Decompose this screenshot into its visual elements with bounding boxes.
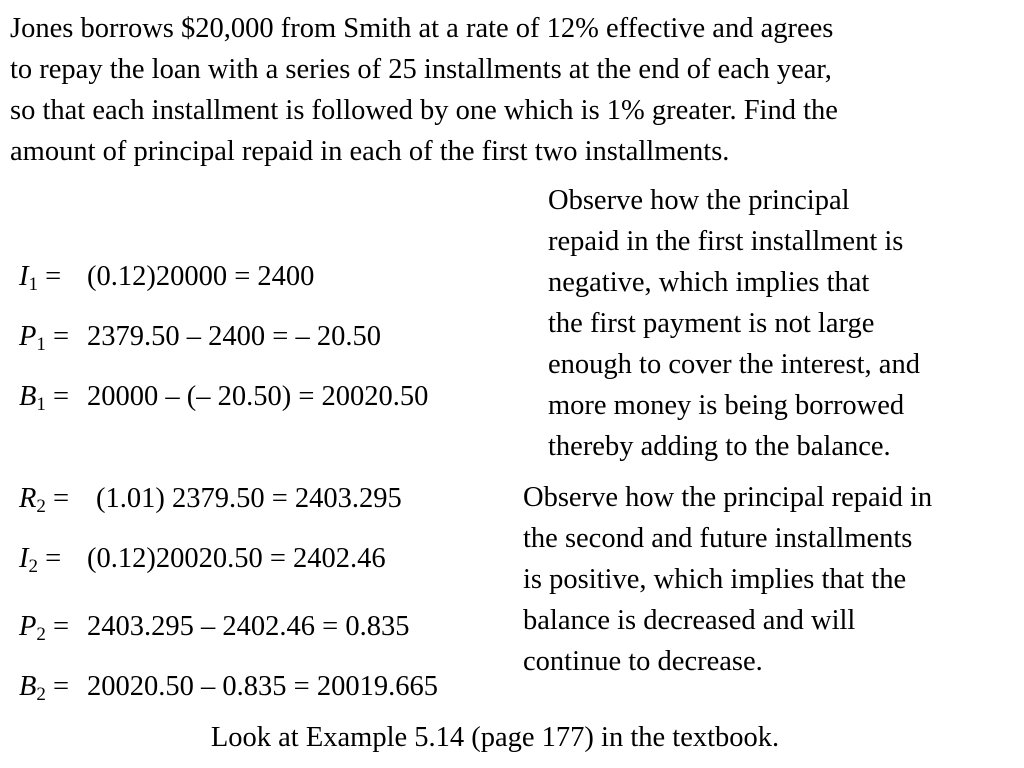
equation-label: $R_2$ = [19, 483, 70, 517]
equation-label: $B_1$ = [19, 381, 70, 415]
note-line: the second and future installments [523, 523, 913, 554]
note-line: the first payment is not large [548, 308, 875, 339]
note-line: continue to decrease. [523, 646, 763, 677]
equation-label: $I_2$ = [19, 543, 62, 577]
equation-expression: 2379.50 – 2400 = – 20.50 [87, 321, 381, 352]
equation-expression: (1.01) 2379.50 = 2403.295 [96, 483, 402, 514]
equation-expression: 20000 – (– 20.50) = 20020.50 [87, 381, 429, 412]
equation-label: $I_1$ = [19, 261, 62, 295]
problem-line: Jones borrows $20,000 from Smith at a rate of 12% effective and agrees [10, 13, 834, 44]
note-second-installment [523, 477, 932, 682]
equation-label: $B_2$ = [19, 671, 70, 705]
equation-label: $P_2$ = [19, 611, 70, 645]
note-line: Observe how the principal [548, 185, 850, 216]
note-line: balance is decreased and will [523, 605, 856, 636]
note-line: more money is being borrowed [548, 390, 905, 421]
note-line: Observe how the principal repaid in [523, 482, 933, 513]
equation-label: $P_1$ = [19, 321, 70, 355]
note-line: negative, which implies that [548, 267, 870, 298]
equation-expression: (0.12)20000 = 2400 [87, 261, 315, 292]
equation-expression: 2403.295 – 2402.46 = 0.835 [87, 611, 410, 642]
note-first-installment [548, 180, 920, 467]
note-line: is positive, which implies that the [523, 564, 907, 595]
note-line: thereby adding to the balance. [548, 431, 891, 462]
problem-statement [10, 8, 1020, 172]
problem-line: to repay the loan with a series of 25 installments at the end of each year, [10, 54, 832, 85]
problem-line: so that each installment is followed by one which is 1% greater. Find the [10, 95, 838, 126]
footer-reference: Look at Example 5.14 (page 177) in the textbook. [210, 722, 780, 753]
equation-expression: 20020.50 – 0.835 = 20019.665 [87, 671, 438, 702]
problem-line: amount of principal repaid in each of the first two installments. [10, 136, 730, 167]
equation-expression: (0.12)20020.50 = 2402.46 [87, 543, 386, 574]
note-line: enough to cover the interest, and [548, 349, 920, 380]
note-line: repaid in the first installment is [548, 226, 904, 257]
